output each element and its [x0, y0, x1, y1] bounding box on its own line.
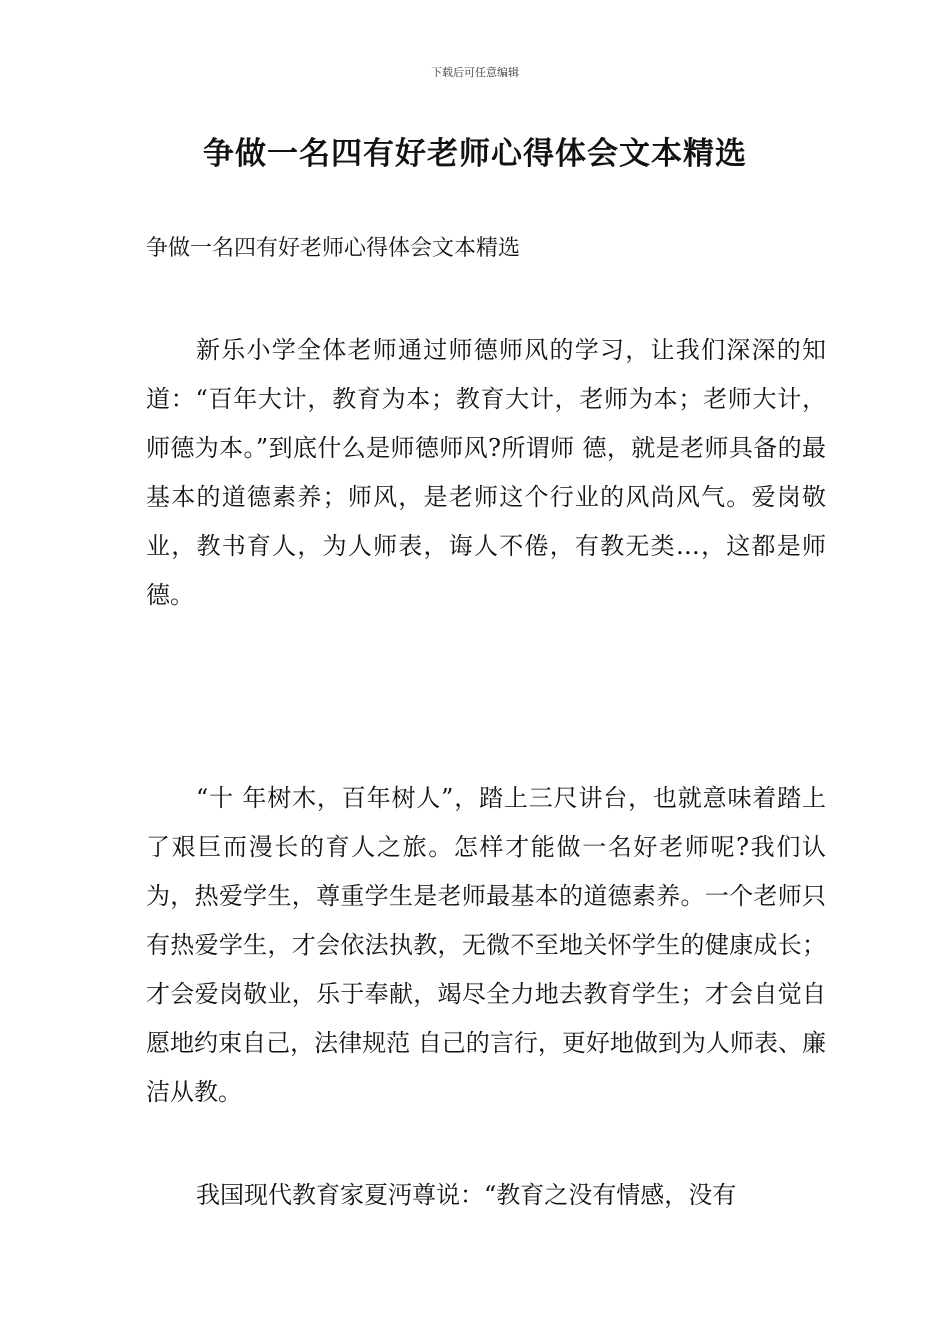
page-header-note: 下载后可任意编辑: [431, 66, 519, 79]
document-subtitle: 争做一名四有好老师心得体会文本精选: [146, 236, 521, 261]
paragraph-1: 新乐小学全体老师通过师德师风的学习，让我们深深的知道：“百年大计，教育为本；教育大计，老师为本；老师大计，师德为本。”到底什么是师德师风?所谓师 德，就是老师具备的最基本的道德素养；师风，是老师这个行业的风尚风气。爱岗敬业，教书育人，为人师表，诲人不倦，有教无类…，这都是师德。: [146, 336, 826, 609]
paragraph-2: “十 年树木，百年树人”，踏上三尺讲台，也就意味着踏上了艰巨而漫长的育人之旅。怎样才能做一名好老师呢?我们认为，热爱学生，尊重学生是老师最基本的道德素养。一个老师只有热爱学生，才会依法执教，无微不至地关怀学生的健康成长；才会爱岗敬业，乐于奉献，竭尽全力地去教育学生；才会自觉自愿地约束自己，法律规范 自己的言行，更好地做到为人师表、廉洁从教。: [146, 784, 826, 1106]
document-title: 争做一名四有好老师心得体会文本精选: [203, 136, 747, 172]
paragraph-3: 我国现代教育家夏沔尊说：“教育之没有情感，没有: [196, 1181, 737, 1209]
